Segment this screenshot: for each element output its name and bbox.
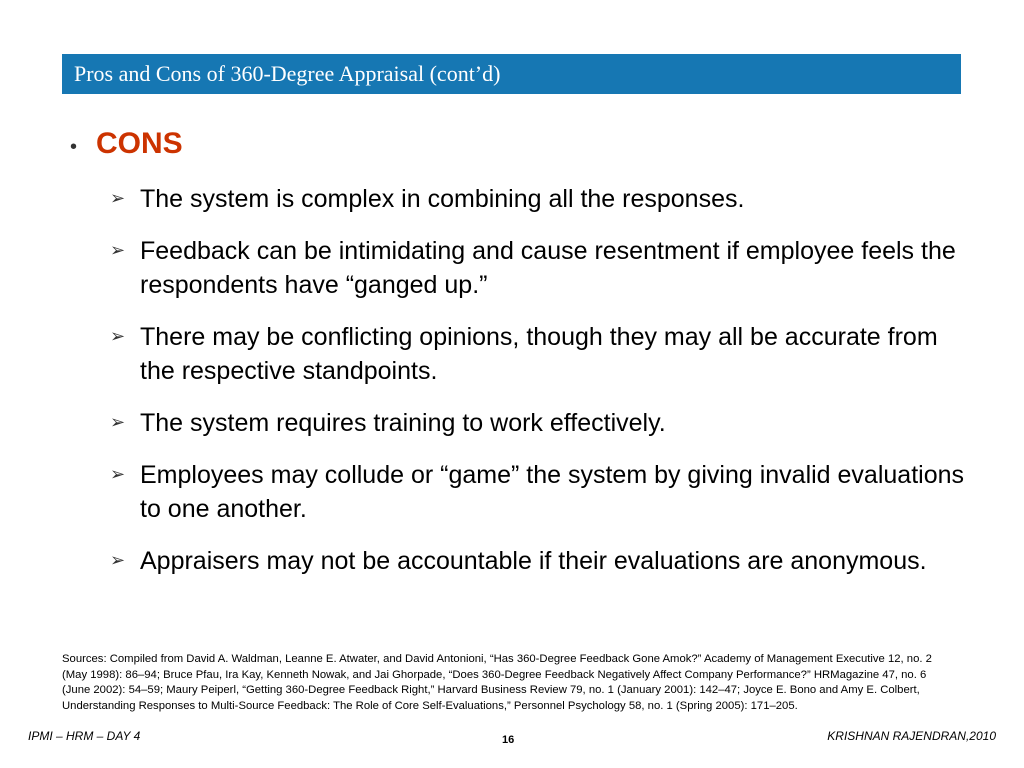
list-item-text: There may be conflicting opinions, though they may all be accurate from the respective standpoints.: [140, 323, 938, 385]
arrow-bullet-icon: ➢: [110, 240, 126, 261]
list-item-text: The system is complex in combining all the responses.: [140, 185, 745, 213]
page-number: 16: [502, 734, 515, 746]
sources-note: Sources: Compiled from David A. Waldman, Leanne E. Atwater, and David Antonioni, “Has 360-Degree Feedback Gone Amok?” Academy of Management Executive 12, no. 2 (May 1998): 86–94; Bruce Pfau, Ira Kay, Kenneth Nowak, and Jai Ghorpade, “Does 360-Degree Feedback Negatively Affect Company Performance?” HRMagazine 47, no. 6 (June 2002): 54–59; Maury Peiperl, “Getting 360-Degree Feedback Right,” Harvard Business Review 79, no. 1 (January 2001): 142–47; Joyce E. Bono and Amy E. Colbert, Understanding Responses to Multi-Source Feedback: The Role of Core Self-Evaluations,” Personnel Psychology 58, no. 1 (Spring 2005): 171–205.: [62, 653, 932, 712]
list-item: [110, 320, 970, 388]
footer-course-label: IPMI – HRM – DAY 4: [28, 729, 141, 743]
title-bar: [62, 54, 961, 94]
list-item-text: Feedback can be intimidating and cause resentment if employee feels the respondents have “ganged up.”: [140, 237, 956, 299]
cons-section-header: [70, 127, 183, 161]
arrow-bullet-icon: ➢: [110, 188, 126, 209]
list-item-text: The system requires training to work effectively.: [140, 409, 666, 437]
footer-author: KRISHNAN RAJENDRAN,2010: [827, 729, 996, 743]
list-item-text: Appraisers may not be accountable if their evaluations are anonymous.: [140, 547, 927, 575]
list-item: [110, 458, 970, 526]
list-item: [110, 544, 970, 578]
list-item: [110, 234, 970, 302]
bullet-dot-icon: •: [70, 136, 78, 158]
list-item: [110, 182, 970, 216]
arrow-bullet-icon: ➢: [110, 326, 126, 347]
cons-heading: CONS: [96, 127, 183, 160]
list-item: [110, 406, 970, 440]
list-item-text: Employees may collude or “game” the system by giving invalid evaluations to one another.: [140, 461, 964, 523]
cons-list: [110, 182, 970, 596]
arrow-bullet-icon: ➢: [110, 412, 126, 433]
arrow-bullet-icon: ➢: [110, 464, 126, 485]
arrow-bullet-icon: ➢: [110, 550, 126, 571]
slide-title: Pros and Cons of 360-Degree Appraisal (cont’d): [74, 61, 501, 86]
